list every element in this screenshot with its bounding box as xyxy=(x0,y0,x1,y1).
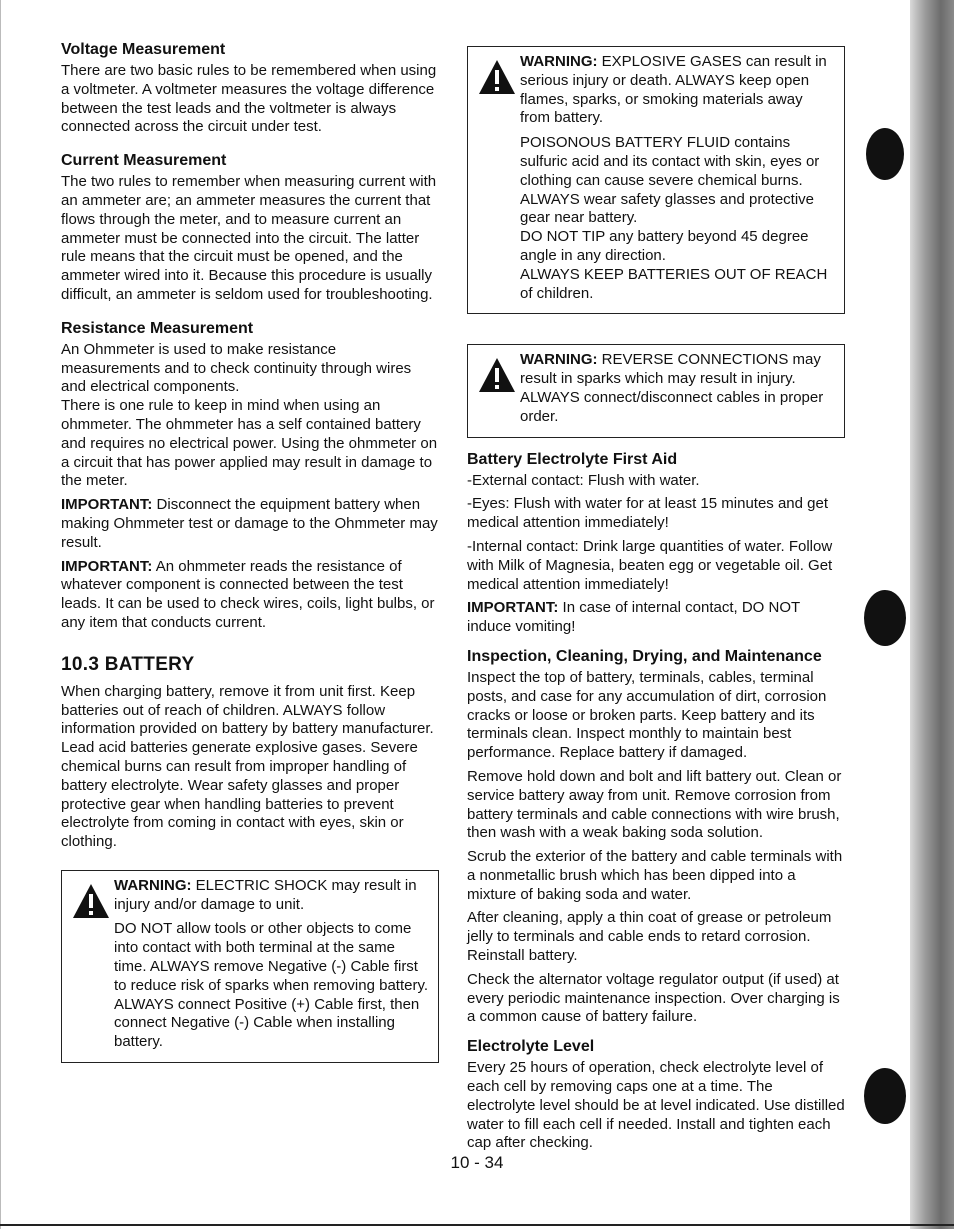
warning-reverse-text xyxy=(520,351,836,426)
resistance-heading: Resistance Measurement xyxy=(61,319,254,337)
inspection-text-1: Inspect the top of battery, terminals, cables, terminal posts, and case for any accumulation of dirt, corrosion cracks or loose or broken parts. Keep battery and its terminals clean. Inspect monthly to maintain best performance. Replace battery if damaged. xyxy=(467,668,827,762)
first-aid-section xyxy=(467,450,845,637)
important-note-1 xyxy=(61,496,439,552)
warning-gases-children: ALWAYS KEEP BATTERIES OUT OF REACH of children. xyxy=(520,265,828,302)
warning-shock-box xyxy=(61,870,439,1063)
first-aid-eyes: -Eyes: Flush with water for at least 15 minutes and get medical attention immediately! xyxy=(467,495,829,532)
resistance-section xyxy=(61,319,439,633)
warning-triangle-icon xyxy=(72,883,110,919)
warning-reverse-label: WARNING: xyxy=(520,351,598,369)
punch-hole-middle xyxy=(864,590,906,646)
voltage-heading: Voltage Measurement xyxy=(61,41,226,58)
electrolyte-section xyxy=(467,1037,845,1153)
important-text-2: An ohmmeter reads the resistance of whatever component is connected between the test leads. It can be used to check wires, coils, light bulbs, or any item that conducts current. xyxy=(61,557,435,631)
voltage-section xyxy=(61,40,439,137)
electrolyte-heading: Electrolyte Level xyxy=(467,1038,595,1056)
punch-hole-bottom xyxy=(864,1068,906,1124)
inspection-text-5: Check the alternator voltage regulator output (if used) at every periodic maintenance inspection. Over charging is a common cause of battery failure. xyxy=(467,970,840,1026)
inspection-text-3: Scrub the exterior of the battery and cable terminals with a nonmetallic brush which has been dipped into a mixture of baking soda and water. xyxy=(467,848,843,903)
warning-gases-text xyxy=(520,53,836,128)
current-text: The two rules to remember when measuring current with an ammeter are; an ammeter measures the current that flows through the meter, and to measure current an ammeter must be connected into the circuit. The latter rule means that the circuit must be opened, and the ammeter wired into it. Because this procedure is usually difficult, an ammeter is seldom used for troubleshooting. xyxy=(61,173,437,303)
left-column xyxy=(61,40,439,1073)
battery-section xyxy=(61,653,439,852)
inspection-heading: Inspection, Cleaning, Drying, and Maintenance xyxy=(467,647,822,665)
first-aid-heading: Battery Electrolyte First Aid xyxy=(467,450,678,468)
inspection-text-4: After cleaning, apply a thin coat of grease or petroleum jelly to terminals and cable ends to retard corrosion. Reinstall battery. xyxy=(467,909,832,965)
binding-edge xyxy=(910,0,954,1229)
important-label-2: IMPORTANT: xyxy=(61,557,153,575)
warning-gases-label: WARNING: xyxy=(520,53,598,70)
inspection-text-2: Remove hold down and bolt and lift battery out. Clean or service battery away from unit. Remove corrosion from battery terminals and cable connections with wire brush, then wash with a weak baking soda solution. xyxy=(467,767,842,842)
resistance-text-2: There is one rule to keep in mind when using an ohmmeter. The ohmmeter has a self contained battery and requires no electrical power. Using the ohmmeter on a circuit that has power applied may result in damage to the meter. xyxy=(61,397,438,490)
first-aid-external: -External contact: Flush with water. xyxy=(467,471,700,489)
current-section xyxy=(61,151,439,305)
first-aid-important-text: In case of internal contact, DO NOT induce vomiting! xyxy=(467,599,800,636)
electrolyte-text: Every 25 hours of operation, check electrolyte level of each cell by removing caps one at a time. The electrolyte level should be at level indicated. Use distilled water to fill each cell if needed. Install and tighten each cap after checking. xyxy=(467,1059,845,1152)
voltage-text: There are two basic rules to be remembered when using a voltmeter. A voltmeter measures the voltage difference between the test leads and the voltmeter is always connected across the circuit under test. xyxy=(61,62,437,136)
warning-shock-text xyxy=(114,877,430,915)
scan-left-edge xyxy=(0,0,1,1229)
warning-triangle-icon xyxy=(478,357,516,393)
first-aid-important-label: IMPORTANT: xyxy=(467,599,559,617)
warning-shock-label: WARNING: xyxy=(114,876,192,894)
warning-gases-poison: POISONOUS BATTERY FLUID contains sulfuric acid and its contact with skin, eyes or clothing can cause severe chemical burns. ALWAYS wear safety glasses and protective gear near battery. xyxy=(520,134,820,227)
important-label-1: IMPORTANT: xyxy=(61,496,153,514)
warning-triangle-icon xyxy=(478,59,516,95)
battery-heading: 10.3 BATTERY xyxy=(61,653,195,675)
warning-reverse-body: REVERSE CONNECTIONS may result in sparks which may result in injury. ALWAYS connect/disconnect cables in proper order. xyxy=(520,351,824,425)
page-number: 10 - 34 xyxy=(450,1153,504,1172)
battery-text: When charging battery, remove it from unit first. Keep batteries out of reach of children. ALWAYS follow information provided on battery by battery manufacturer. Lead acid batteries generate explosive gases. Severe chemical burns can result from improper handling of battery electrolyte. Wear safety glasses and proper protective gear when handling batteries to prevent electrolyte from coming in contact with eyes, skin or clothing. xyxy=(61,682,434,851)
punch-hole-top xyxy=(866,128,904,180)
right-column xyxy=(467,46,845,1167)
inspection-section xyxy=(467,647,845,1027)
warning-shock-detail: DO NOT allow tools or other objects to come into contact with both terminal at the same time. ALWAYS remove Negative (-) Cable first to reduce risk of sparks when removing battery. ALWAYS connect Positive (+) Cable first, then connect Negative (-) Cable when installing battery. xyxy=(114,920,429,1051)
current-heading: Current Measurement xyxy=(61,152,227,170)
warning-gases-box xyxy=(467,46,845,314)
resistance-text-1: An Ohmmeter is used to make resistance measurements and to check continuity through wires and electrical components. xyxy=(61,340,412,396)
warning-gases-body: EXPLOSIVE GASES can result in serious injury or death. ALWAYS keep open flames, sparks, or smoking materials away from battery. xyxy=(520,53,827,127)
important-note-2 xyxy=(61,558,439,633)
scan-bottom-edge xyxy=(0,1224,954,1226)
warning-reverse-box xyxy=(467,344,845,437)
warning-gases-tip: DO NOT TIP any battery beyond 45 degree angle in any direction. xyxy=(520,228,809,264)
first-aid-important xyxy=(467,599,845,637)
warning-shock-body: ELECTRIC SHOCK may result in injury and/or damage to unit. xyxy=(114,876,417,913)
first-aid-internal: -Internal contact: Drink large quantities of water. Follow with Milk of Magnesia, beaten egg or vegetable oil. Get medical attention immediately! xyxy=(467,537,833,593)
important-text-1: Disconnect the equipment battery when making Ohmmeter test or damage to the Ohmmeter may result. xyxy=(61,496,438,551)
